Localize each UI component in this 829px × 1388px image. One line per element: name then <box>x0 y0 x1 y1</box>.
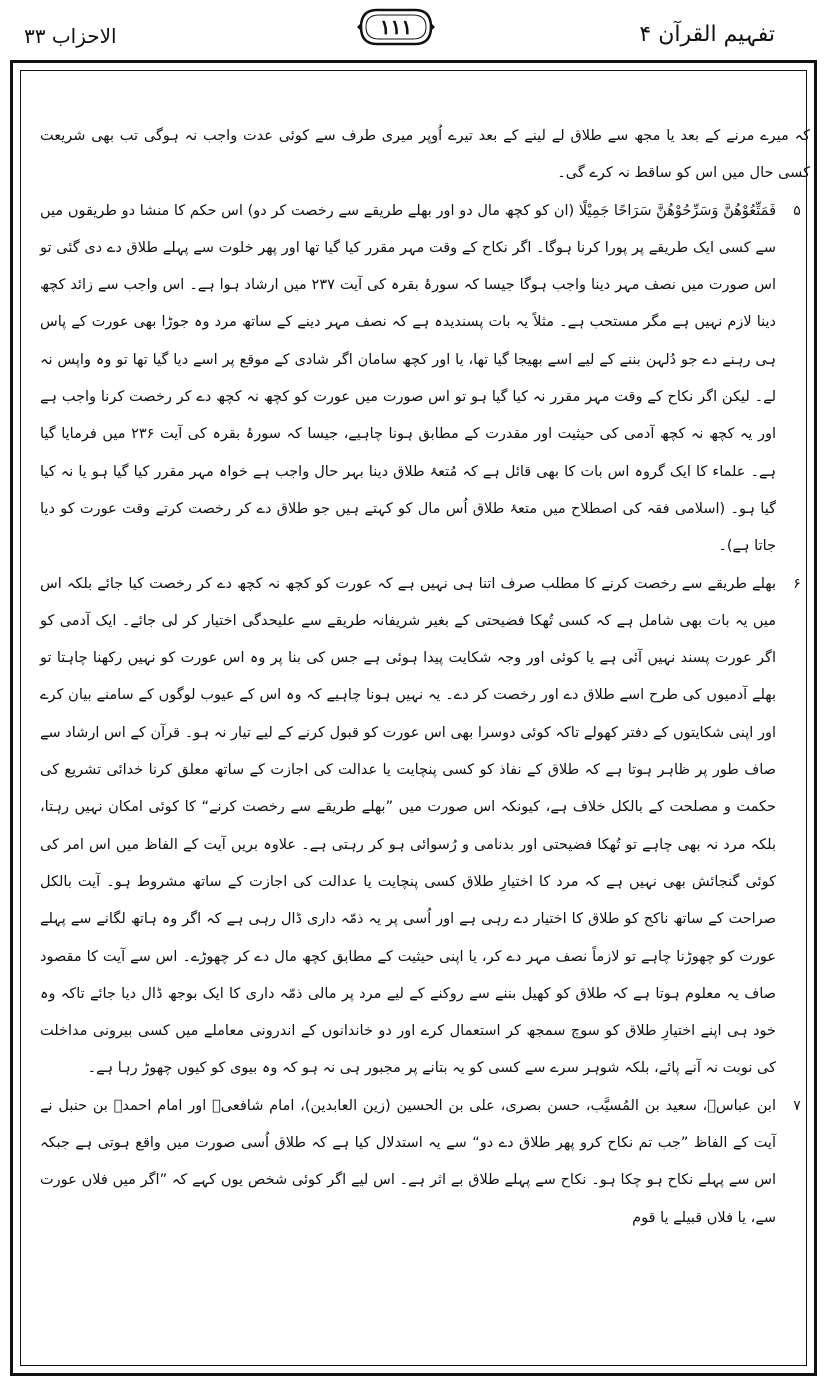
paragraph-text: کہ میرے مرنے کے بعد یا مجھ سے طلاق لے لینے کے بعد تیرے اُوپر میری طرف سے کوئی عدت واجب نہ ہوگی تب بھی شریعت کسی حال میں اس کو ساقط نہ کرے گی۔ <box>40 128 810 182</box>
commentary-body <box>40 118 810 1358</box>
surah-reference: الاحزاب ۳۳ <box>24 24 117 48</box>
paragraph-text: ابن عباسؓ، سعید بن المُسیَّب، حسن بصری، علی بن الحسین (زین العابدین)، امام شافعیؒ اور امام احمدؒ بن حنبل نے آیت کے الفاظ ”جب تم نکاح کرو پھر طلاق دے دو“ سے یہ استدلال کیا ہے کہ طلاق اُسی صورت میں واقع ہوتی ہے جبکہ اس سے پہلے نکاح ہو چکا ہو۔ نکاح سے پہلے طلاق بے اثر ہے۔ اس لیے اگر کوئی شخص یوں کہے کہ ”اگر میں فلاں عورت سے، یا فلاں قبیلے یا قوم <box>40 1097 776 1226</box>
paragraph <box>40 193 810 566</box>
book-title: تفہیم القرآن ۴ <box>639 22 775 47</box>
page-number-badge <box>355 6 437 48</box>
paragraph <box>40 118 810 193</box>
note-number: ۶ <box>793 575 801 592</box>
paragraph <box>40 566 810 1088</box>
paragraph <box>40 1088 810 1237</box>
page-number: ۱۱۱ <box>379 15 413 39</box>
page-header <box>0 0 829 58</box>
note-number: ۵ <box>793 202 801 219</box>
paragraph-text: فَمَتِّعُوْهُنَّ وَسَرِّحُوْهُنَّ سَرَاحًا جَمِيْلًا (ان کو کچھ مال دو اور بھلے طریقے سے رخصت کر دو) اس حکم کا منشا دو طریقوں میں سے کسی ایک طریقے پر پورا کرنا ہوگا۔ اگر نکاح کے وقت مہر مقرر کیا گیا تھا اور پھر خلوت سے پہلے طلاق دے دی گئی تو اس صورت میں نصف مہر دینا واجب ہوگا جیسا کہ سورۂ بقرہ کی آیت ۲۳۷ میں ارشاد ہوا ہے۔ اس واجب سے زائد کچھ دینا لازم نہیں ہے مگر مستحب ہے۔ مثلاً یہ بات پسندیدہ ہے کہ نصف مہر دینے کے ساتھ مرد وہ جوڑا بھی عورت کے پاس ہی رہنے دے جو دُلہن بننے کے لیے اسے بھیجا گیا تھا، یا اور کچھ سامان اگر شادی کے موقع پر اسے دیا گیا تھا تو وہ واپس نہ لے۔ لیکن اگر نکاح کے وقت مہر مقرر نہ کیا گیا ہو تو اس صورت میں عورت کو کچھ نہ کچھ دے کر رخصت کرنا واجب ہے اور یہ کچھ نہ کچھ آدمی کی حیثیت اور مقدرت کے مطابق ہونا چاہیے، جیسا کہ سورۂ بقرہ کی آیت ۲۳۶ میں فرمایا گیا ہے۔ علماء کا ایک گروہ اس بات کا بھی قائل ہے کہ مُتعۂ طلاق دینا بہر حال واجب ہے خواہ مہر مقرر کیا گیا ہو یا نہ کیا گیا ہو۔ (اسلامی فقہ کی اصطلاح میں متعۂ طلاق اُس مال کو کہتے ہیں جو طلاق دے کر رخصت کرتے وقت عورت کو دیا جاتا ہے)۔ <box>40 202 777 555</box>
note-number: ۷ <box>793 1097 801 1114</box>
paragraph-text: بھلے طریقے سے رخصت کرنے کا مطلب صرف اتنا ہی نہیں ہے کہ عورت کو کچھ نہ کچھ دے کر رخصت کیا جائے بلکہ اس میں یہ بات بھی شامل ہے کہ کسی تُھکا فضیحتی کے بغیر شریفانہ طریقے سے علیحدگی اختیار کر لی جائے۔ ایک آدمی کو اگر عورت پسند نہیں آئی ہے یا کوئی اور وجہ شکایت پیدا ہوئی ہے جس کی بنا پر وہ اس عورت کو نہیں رکھنا چاہتا تو بھلے آدمیوں کی طرح اسے طلاق دے اور رخصت کر دے۔ یہ نہیں ہونا چاہیے کہ وہ اس کے عیوب لوگوں کے سامنے بیان کرے اور اپنی شکایتوں کے دفتر کھولے تاکہ کوئی دوسرا بھی اس عورت کو قبول کرنے کے لیے تیار نہ ہو۔ قرآن کے اس ارشاد سے صاف طور پر ظاہر ہوتا ہے کہ طلاق کے نفاذ کو کسی پنچایت یا عدالت کی اجازت کے ساتھ معلق کرنا خدائی تشریع کی حکمت و مصلحت کے بالکل خلاف ہے، کیونکہ اس صورت میں ”بھلے طریقے سے رخصت کرنے“ کا کوئی امکان نہیں رہتا، بلکہ مرد نہ بھی چاہے تو تُھکا فضیحتی اور بدنامی و رُسوائی ہو کر رہتی ہے۔ علاوہ بریں آیت کے الفاظ میں اس امر کی کوئی گنجائش بھی نہیں ہے کہ مرد کا اختیارِ طلاق کسی پنچایت یا عدالت کی اجازت کے ساتھ مشروط ہو۔ آیت بالکل صراحت کے ساتھ ناکح کو طلاق کا اختیار دے رہی ہے اور اُسی پر یہ ذمّہ داری ڈال رہی ہے کہ اگر وہ ہاتھ لگانے سے پہلے عورت کو چھوڑنا چاہے تو لازماً نصف مہر دے کر، یا اپنی حیثیت کے مطابق کچھ مال دے کر چھوڑے۔ اس سے آیت کا مقصود صاف یہ معلوم ہوتا ہے کہ طلاق کو کھیل بننے سے روکنے کے لیے مرد پر مالی ذمّہ داری کا ایک بوجھ ڈال دیا جائے تاکہ وہ خود ہی اپنے اختیارِ طلاق کو سوچ سمجھ کر استعمال کرے اور دو خاندانوں کے اندرونی معاملے میں کسی بیرونی مداخلت کی نوبت نہ آنے پائے، بلکہ شوہر سرے سے کسی کو یہ بتانے پر مجبور ہی نہ ہو کہ وہ بیوی کو کیوں چھوڑ رہا ہے۔ <box>40 575 776 1077</box>
